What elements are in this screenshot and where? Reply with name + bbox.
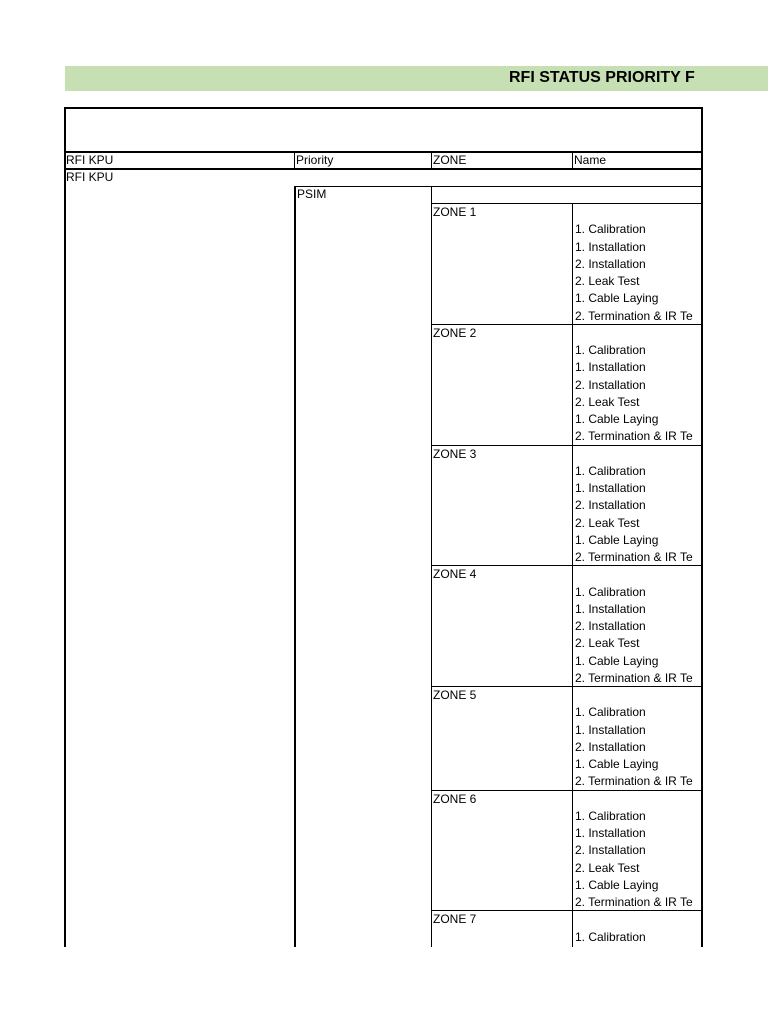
activity-name: 1. Installation [575,601,646,616]
header-priority: Priority [296,153,334,167]
zone-label: ZONE 7 [433,912,477,927]
report-title: RFI STATUS PRIORITY F [509,69,695,86]
activity-name: 2. Installation [575,498,646,513]
activity-name: 1. Calibration [575,222,646,237]
col-divider-4 [572,151,573,170]
activity-name: 1. Calibration [575,705,646,720]
activity-name: 1. Installation [575,481,646,495]
activity-name: 1. Installation [575,239,646,254]
zone-label: ZONE 3 [433,446,477,461]
col-divider-2 [294,151,295,170]
activity-name: 1. Installation [575,722,646,737]
col-divider-4-body [572,203,573,947]
activity-name: 2. Installation [575,843,646,858]
col-divider-3 [431,151,432,170]
zone-label: ZONE 2 [433,325,477,340]
activity-name: 2. Leak Test [575,515,640,530]
zone-label: ZONE 5 [433,688,477,702]
activity-name: 1. Calibration [575,808,646,823]
activity-name: 1. Cable Laying [575,412,659,426]
zone-label: ZONE 6 [433,791,477,806]
activity-name: 1. Cable Laying [575,757,659,771]
zone-label: ZONE 4 [433,567,477,582]
activity-name: 2. Installation [575,619,646,633]
table-border-top [64,107,703,109]
activity-name: 1. Cable Laying [575,877,659,892]
table-border-right [701,107,703,947]
activity-name: 2. Termination & IR Te [575,308,693,323]
activity-name: 2. Termination & IR Te [575,429,693,444]
activity-name: 2. Termination & IR Te [575,895,693,909]
activity-name: 1. Installation [575,826,646,840]
activity-name: 1. Cable Laying [575,653,659,668]
activity-name: 1. Installation [575,360,646,375]
activity-name: 2. Installation [575,377,646,392]
activity-name: 1. Calibration [575,463,646,478]
col-divider-3-body [431,186,432,947]
table-border-left [64,107,66,947]
priority-label: PSIM [297,187,327,201]
activity-name: 2. Leak Test [575,274,640,288]
header-name: Name [574,153,607,167]
activity-name: 2. Leak Test [575,860,640,875]
activity-name: 2. Leak Test [575,394,640,409]
header-zone: ZONE [433,153,467,167]
activity-name: 1. Calibration [575,343,646,357]
activity-name: 2. Termination & IR Te [575,774,693,789]
col-divider-2-body [294,186,296,947]
activity-name: 2. Installation [575,739,646,754]
zone-label: ZONE 1 [433,205,477,219]
activity-name: 2. Installation [575,256,646,271]
activity-name: 1. Calibration [575,929,646,944]
activity-name: 1. Cable Laying [575,532,659,547]
header-rfi-kpu: RFI KPU [66,153,114,167]
activity-name: 1. Calibration [575,584,646,599]
activity-name: 1. Cable Laying [575,291,659,306]
activity-name: 2. Termination & IR Te [575,670,693,685]
group-label: RFI KPU [66,170,114,184]
activity-name: 2. Termination & IR Te [575,550,693,564]
activity-name: 2. Leak Test [575,636,640,651]
